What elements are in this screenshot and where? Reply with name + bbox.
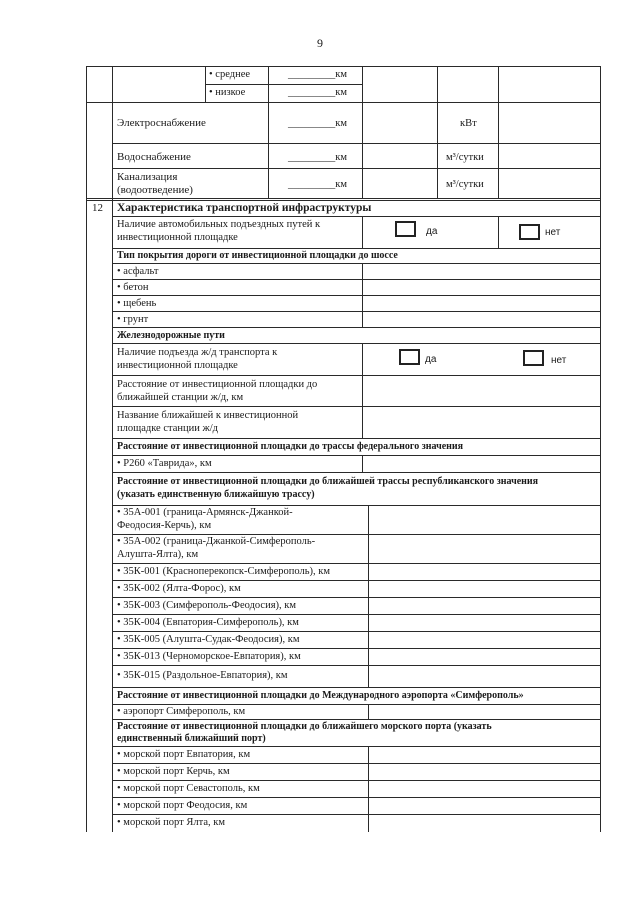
railway-name-label-2: площадке станции ж/д (117, 423, 218, 434)
section-number: 12 (92, 202, 103, 214)
seaport-item: • морской порт Ялта, км (117, 817, 225, 828)
seaport-item: • морской порт Евпатория, км (117, 749, 251, 760)
railway-header: Железнодорожные пути (117, 330, 225, 341)
road-type-header: Тип покрытия дороги от инвестиционной площадки до шоссе (117, 250, 398, 261)
row-avg-label: • среднее (209, 69, 251, 80)
republic-item: • 35К-003 (Симферополь-Феодосия), км (117, 600, 297, 611)
republic-header-2: (указать единственную ближайшую трассу) (117, 489, 315, 500)
republic-item: • 35К-002 (Ялта-Форос), км (117, 583, 241, 594)
page-number: 9 (317, 36, 323, 50)
federal-header: Расстояние от инвестиционной площадки до трассы федерального значения (117, 441, 464, 452)
road-type-item: • асфальт (117, 266, 159, 277)
republic-item: • 35К-005 (Алушта-Судак-Феодосия), км (117, 634, 300, 645)
republic-item-1-line-1: • 35А-001 (граница-Армянск-Джанкой- (117, 507, 293, 518)
road-type-item: • бетон (117, 282, 149, 293)
power-label: Электроснабжение (117, 117, 206, 129)
seaport-item: • морской порт Севастополь, км (117, 783, 260, 794)
sewer-label-2: (водоотведение) (117, 184, 193, 196)
republic-header-1: Расстояние от инвестиционной площадки до ближайшей трассы республиканского значения (117, 476, 539, 487)
road-access-no-label: нет (545, 227, 561, 238)
sewer-value: _________км (288, 179, 347, 190)
seaport-item: • морской порт Керчь, км (117, 766, 230, 777)
water-label: Водоснабжение (117, 151, 191, 163)
railway-access-label-1: Наличие подъезда ж/д транспорта к (117, 347, 278, 358)
railway-yes-label: да (425, 354, 437, 365)
road-access-no-checkbox[interactable] (519, 224, 540, 240)
republic-item-2-line-2: Алушта-Ялта), км (117, 549, 199, 560)
water-unit: м³/сутки (446, 152, 484, 163)
republic-item: • 35К-015 (Раздольное-Евпатория), км (117, 670, 288, 681)
railway-access-label-2: инвестиционной площадке (117, 360, 238, 371)
railway-name-label-1: Название ближайшей к инвестиционной (117, 410, 299, 421)
power-value: _________км (288, 118, 347, 129)
railway-no-label: нет (551, 355, 567, 366)
seaport-item: • морской порт Феодосия, км (117, 800, 248, 811)
row-low-unit: _________км (288, 87, 347, 98)
sewer-label-1: Канализация (117, 171, 178, 183)
road-access-label-2: инвестиционной площадке (117, 232, 238, 243)
row-avg-unit: _________км (288, 69, 347, 80)
seaport-header-2: единственный ближайший порт) (117, 733, 266, 744)
airport-item: • аэропорт Симферополь, км (117, 706, 246, 717)
republic-item: • 35К-001 (Красноперекопск-Симферополь), км (117, 566, 330, 577)
section-title: Характеристика транспортной инфраструктуры (117, 202, 372, 214)
road-type-item: • щебень (117, 298, 157, 309)
road-access-label-1: Наличие автомобильных подъездных путей к (117, 219, 321, 230)
power-unit: кВт (460, 118, 477, 129)
seaport-header-1: Расстояние от инвестиционной площадки до ближайшего морского порта (указать (117, 721, 492, 732)
airport-header: Расстояние от инвестиционной площадки до Международного аэропорта «Симферополь» (117, 690, 524, 701)
republic-item-2-line-1: • 35А-002 (граница-Джанкой-Симферополь- (117, 536, 316, 547)
republic-item: • 35К-013 (Черноморское-Евпатория), км (117, 651, 301, 662)
road-access-yes-label: да (426, 226, 438, 237)
federal-item: • Р260 «Таврида», км (117, 458, 212, 469)
row-low-label: • низкое (209, 87, 246, 98)
railway-distance-label-2: ближайшей станции ж/д, км (117, 392, 244, 403)
railway-distance-label-1: Расстояние от инвестиционной площадки до (117, 379, 318, 390)
railway-yes-checkbox[interactable] (399, 349, 420, 365)
railway-no-checkbox[interactable] (523, 350, 544, 366)
republic-item: • 35К-004 (Евпатория-Симферополь), км (117, 617, 299, 628)
water-value: _________км (288, 152, 347, 163)
road-access-yes-checkbox[interactable] (395, 221, 416, 237)
road-type-item: • грунт (117, 314, 149, 325)
republic-item-1-line-2: Феодосия-Керчь), км (117, 520, 212, 531)
sewer-unit: м³/сутки (446, 179, 484, 190)
